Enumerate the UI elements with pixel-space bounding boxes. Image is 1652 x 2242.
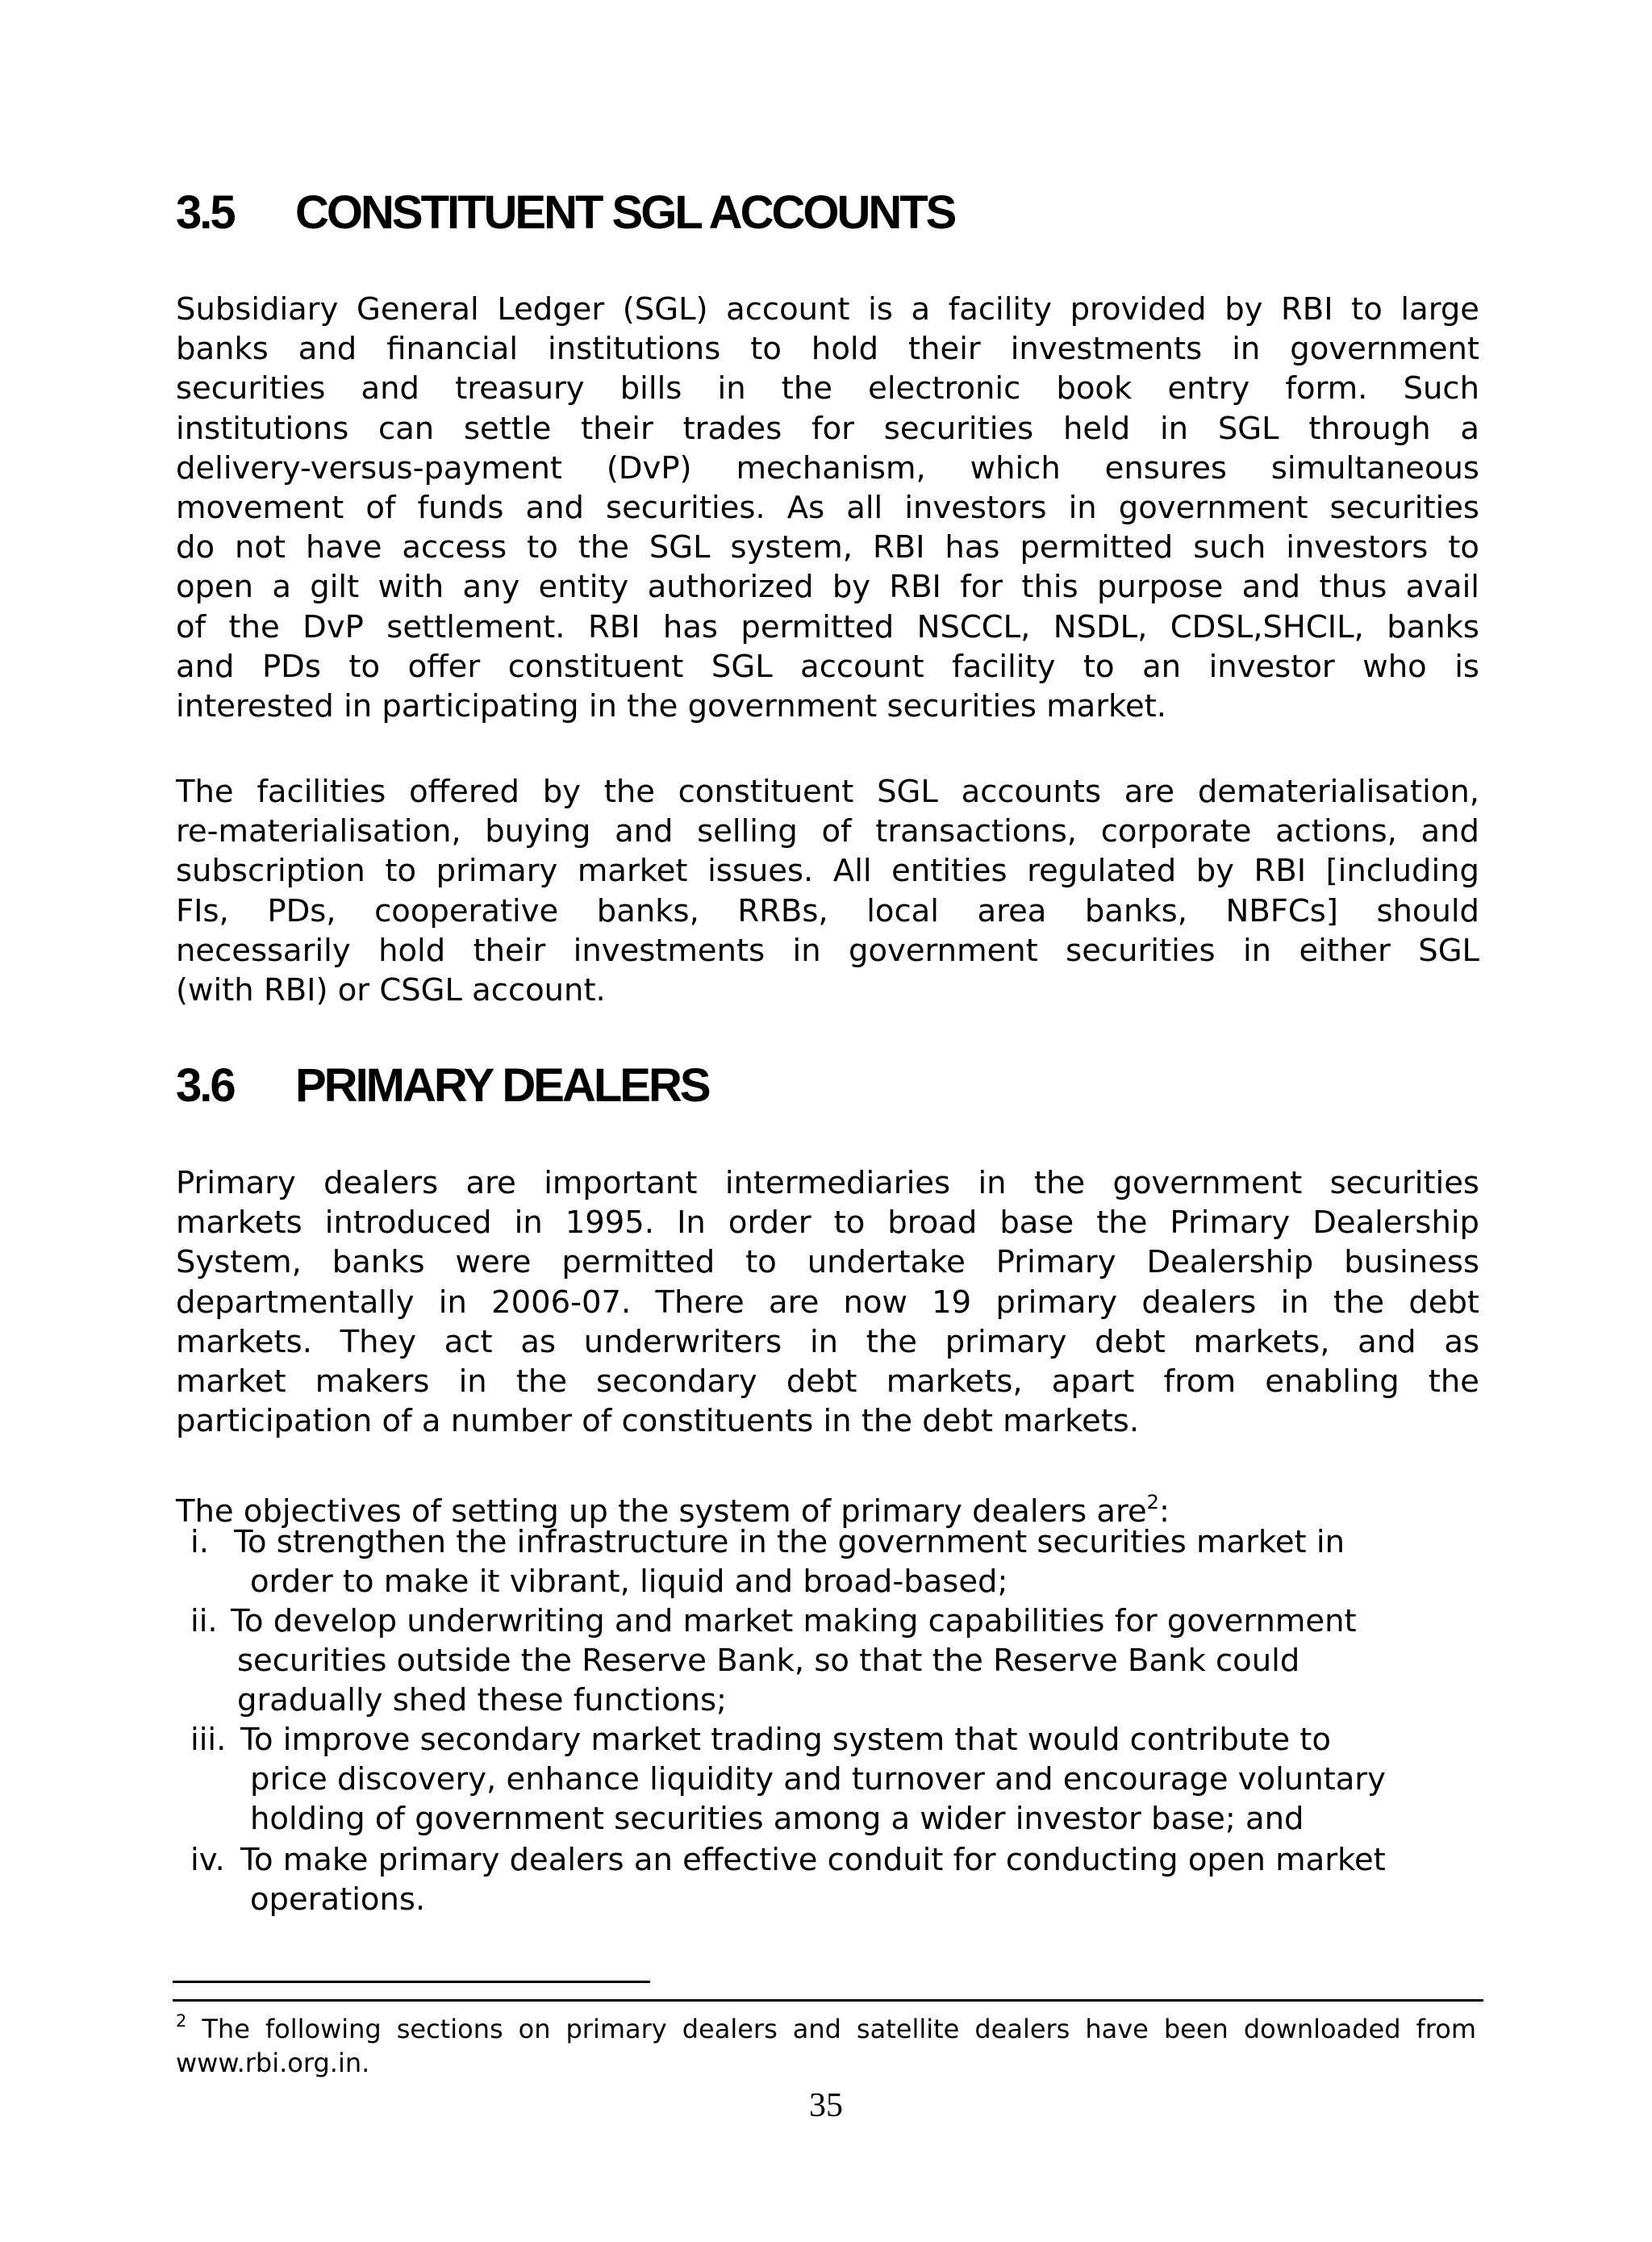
page-number: 35 <box>809 2087 843 2124</box>
text-line: departmentally in 2006-07. There are now 19 primary dealers in the debt <box>176 1284 1479 1321</box>
text-line: subscription to primary market issues. All entities regulated by RBI [including <box>176 853 1479 890</box>
text-line: necessarily hold their investments in government securities in either SGL <box>176 932 1479 969</box>
section-3-6-title: PRIMARY DEALERS <box>295 1059 709 1112</box>
footnote-separator <box>173 1981 650 1983</box>
text-line: Primary dealers are important intermediaries in the government securities <box>176 1165 1479 1201</box>
text-line: delivery-versus-payment (DvP) mechanism, which ensures simultaneous <box>176 449 1479 486</box>
objective-line: price discovery, enhance liquidity and turnover and encourage voluntary <box>250 1761 1386 1797</box>
objective-line: securities outside the Reserve Bank, so that the Reserve Bank could <box>237 1643 1300 1679</box>
footnote-line-1 <box>176 2004 1476 2046</box>
objective-line: To develop underwriting and market making capabilities for government <box>231 1603 1357 1639</box>
section-3-6-number: 3.6 <box>176 1059 234 1112</box>
objective-line: order to make it vibrant, liquid and broad-based; <box>250 1564 1008 1600</box>
text-line: participation of a number of constituents in the debt markets. <box>176 1403 1140 1440</box>
text-line: (with RBI) or CSGL account. <box>176 972 606 1009</box>
text-line: of the DvP settlement. RBI has permitted NSCCL, NSDL, CDSL,SHCIL, banks <box>176 608 1479 645</box>
footnote-line-2: www.rbi.org.in. <box>176 2048 370 2078</box>
text-line: interested in participating in the government securities market. <box>176 688 1166 725</box>
section-3-5-title: CONSTITUENT SGL ACCOUNTS <box>295 186 955 239</box>
section-3-5-heading <box>176 186 954 240</box>
footnote-rule <box>173 1999 1483 2002</box>
text-line: open a gilt with any entity authorized by RBI for this purpose and thus avail <box>176 569 1479 606</box>
objective-marker: i. <box>190 1524 209 1560</box>
text-line: securities and treasury bills in the electronic book entry form. Such <box>176 370 1479 407</box>
section-3-6-heading <box>176 1058 709 1113</box>
text-line: banks and financial institutions to hold their investments in government <box>176 331 1479 368</box>
text-line: The facilities offered by the constituent SGL accounts are dematerialisation, <box>176 774 1479 810</box>
text-line: movement of funds and securities. As all investors in government securities <box>176 490 1479 527</box>
footnote-text: The following sections on primary dealers and satellite dealers have been downloaded from <box>202 2014 1477 2044</box>
objective-line: To make primary dealers an effective conduit for conducting open market <box>240 1842 1386 1878</box>
footnote <box>176 2004 1476 2080</box>
section-3-6-paragraph-1 <box>176 1163 1479 1441</box>
objectives-intro-text: The objectives of setting up the system of primary dealers are <box>176 1493 1147 1530</box>
text-line: markets introduced in 1995. In order to broad base the Primary Dealership <box>176 1205 1479 1242</box>
objective-line: To strengthen the infrastructure in the government securities market in <box>234 1524 1345 1560</box>
objective-marker: iv. <box>190 1842 225 1878</box>
objectives-intro-suffix: : <box>1158 1493 1170 1530</box>
text-line: FIs, PDs, cooperative banks, RRBs, local area banks, NBFCs] should <box>176 892 1479 929</box>
text-line: market makers in the secondary debt markets, apart from enabling the <box>176 1363 1479 1401</box>
text-line: and PDs to offer constituent SGL account facility to an investor who is <box>176 648 1479 685</box>
objective-line: gradually shed these functions; <box>237 1682 727 1718</box>
text-line: System, banks were permitted to undertake Primary Dealership business <box>176 1244 1479 1281</box>
text-line: Subsidiary General Ledger (SGL) account is a facility provided by RBI to large <box>176 291 1479 328</box>
objective-marker: ii. <box>190 1603 218 1639</box>
section-3-5-number: 3.5 <box>176 186 234 239</box>
text-line: do not have access to the SGL system, RBI has permitted such investors to <box>176 529 1479 566</box>
objective-line: holding of government securities among a wider investor base; and <box>250 1801 1304 1837</box>
text-line: markets. They act as underwriters in the primary debt markets, and as <box>176 1323 1479 1360</box>
objective-marker: iii. <box>190 1722 227 1758</box>
section-3-5-paragraph-2 <box>176 772 1479 1010</box>
objective-line: To improve secondary market trading system that would contribute to <box>240 1722 1331 1758</box>
section-3-5-paragraph-1 <box>176 290 1479 726</box>
text-line: institutions can settle their trades for securities held in SGL through a <box>176 410 1479 447</box>
footnote-marker: 2 <box>176 2011 187 2031</box>
text-line: re-materialisation, buying and selling of transactions, corporate actions, and <box>176 813 1479 850</box>
objective-line: operations. <box>250 1881 426 1918</box>
footnote-reference: 2 <box>1146 1491 1159 1513</box>
